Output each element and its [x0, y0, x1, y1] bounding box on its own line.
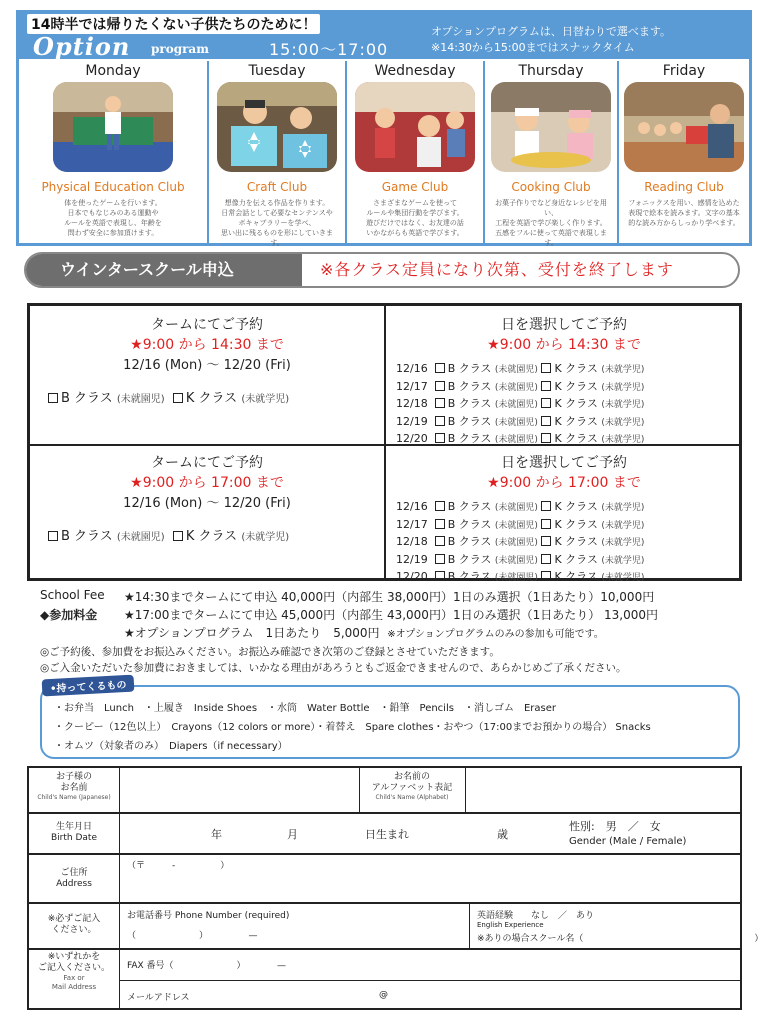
k-class-note: (未就学児): [601, 538, 645, 548]
time-range: ★9:00 から 17:00 まで: [487, 475, 641, 491]
k-class-checkbox[interactable]: [541, 519, 551, 529]
day-name: Wednesday: [374, 63, 456, 79]
b-class-checkbox[interactable]: [435, 519, 445, 529]
option-time: 15:00～17:00: [269, 40, 389, 59]
day-title: 日を選択してご予約: [501, 317, 627, 333]
b-class-note: (未就園児): [494, 520, 538, 531]
day-date: 12/18: [396, 535, 428, 548]
k-class-note: (未就学児): [601, 555, 645, 566]
option-tagline: 14時半では帰りたくない子供たちのために！: [27, 14, 320, 34]
term-booking-1430: [30, 314, 384, 406]
tuesday-photo: [217, 82, 337, 172]
booking-grid: [27, 303, 742, 581]
b-class-label: B クラス: [447, 517, 492, 531]
required-label: ※必ずご記入 ください。: [47, 914, 101, 935]
option-title: Option: [33, 32, 131, 61]
day-column-thursday: [485, 61, 619, 247]
b-class-note: (未就園児): [494, 365, 538, 375]
day-selection-row: [396, 516, 742, 534]
address-field[interactable]: （〒 - ）: [127, 861, 230, 871]
k-class-checkbox[interactable]: [173, 531, 183, 541]
day-date: 12/17: [396, 517, 428, 531]
b-class-note: (未就園児): [494, 503, 538, 513]
b-class-label: B クラス: [447, 552, 492, 566]
day-rows: [396, 498, 742, 586]
thursday-photo: [491, 82, 611, 172]
wednesday-photo: [355, 82, 475, 172]
child-name-label: お子様の お名前 Child's Name (Japanese): [37, 772, 111, 801]
date-range: 12/16 (Mon) ～ 12/20 (Fri): [123, 496, 291, 511]
bring-line-3: ・オムツ（対象者のみ） Diapers（if necessary）: [54, 741, 288, 752]
day-title: 日を選択してご予約: [501, 455, 627, 471]
k-class-label: K クラス: [554, 362, 598, 375]
k-class-checkbox[interactable]: [541, 433, 551, 443]
b-class-note: (未就園児): [494, 538, 538, 548]
b-class-note: (未就園児): [494, 435, 538, 445]
fee-line-option: ★オプションプログラム 1日あたり 5,000円 ※オプションプログラムのみの参加も可能です。: [124, 626, 604, 640]
fax-field[interactable]: FAX 番号（ ） —: [127, 961, 287, 971]
payment-note: ◎ご予約後、参加費をお振込みください。お振込み確認でき次第のご登録とさせていただきます。: [40, 646, 500, 658]
b-class-checkbox[interactable]: [435, 554, 445, 564]
b-class-checkbox[interactable]: [435, 433, 445, 443]
k-class-label: K クラス: [554, 397, 598, 410]
b-class-note: (未就園児): [494, 417, 538, 428]
k-class-checkbox[interactable]: [541, 416, 551, 426]
day-selection-row: [396, 568, 742, 586]
day-column-tuesday: [209, 61, 347, 247]
child-name-field[interactable]: [121, 770, 357, 810]
phone-label: お電話番号 Phone Number (required): [127, 911, 290, 921]
b-class-label: B クラス: [447, 414, 492, 428]
k-class-checkbox[interactable]: [541, 398, 551, 408]
day-selection-row: [396, 413, 742, 431]
b-class-label: B クラス: [447, 397, 492, 410]
term-booking-1700: [30, 452, 384, 544]
b-class-note: (未就園児): [494, 573, 538, 583]
fee-label-en: School Fee: [40, 588, 105, 602]
day-selection-row: [396, 533, 742, 551]
b-class-label: B クラス: [447, 362, 492, 375]
day-date: 12/20: [396, 432, 428, 445]
day-date: 12/16: [396, 362, 428, 375]
club-description: お菓子作りでなど身近なレシピを用い、 工程を英語で学び楽しく作ります。 五感をフルに使って英語で表現します。: [495, 199, 607, 247]
club-description: 体を使ったゲームを行います。 日本でもなじみのある運動や ルールを英語で表現し、年齢を 問わず安全に参加頂けます。: [64, 199, 162, 237]
b-class-checkbox[interactable]: [435, 363, 445, 373]
birth-date-label: 生年月日 Birth Date: [51, 822, 97, 843]
k-class-label: K クラス: [554, 432, 598, 445]
email-label: メールアドレス: [127, 993, 190, 1003]
day-selection-row: [396, 395, 742, 413]
b-class-note: (未就園児): [494, 555, 538, 566]
english-experience-en: English Experience: [477, 921, 544, 929]
k-class-note: (未就学児): [601, 417, 645, 428]
option-note: オプションプログラムは、日替わりで選べます。: [431, 25, 672, 38]
b-class-label: B クラス: [447, 432, 492, 445]
k-class-label: K クラス: [554, 517, 598, 531]
alpha-name-field[interactable]: [467, 770, 741, 810]
snack-time-note: ※14:30から15:00まではスナックタイム: [431, 41, 635, 54]
gender-label-en: Gender (Male / Female): [569, 836, 687, 847]
day-date: 12/18: [396, 397, 428, 410]
b-class-checkbox[interactable]: [435, 398, 445, 408]
day-selection-row: [396, 378, 742, 396]
k-class-note: (未就学児): [601, 382, 645, 393]
k-class-note: (未就学児): [601, 520, 645, 531]
club-description: さまざまなゲームを使って ルールや集団行動を学びます。 遊びだけではなく、お友達の話 いかながらも英語で学びます。: [366, 199, 464, 237]
class-options: B クラス (未就園児) K クラス (未就学児): [48, 387, 384, 406]
school-name-field[interactable]: ※ありの場合スクール名（ ）: [477, 934, 764, 944]
club-description: 想像力を伝える作品を作ります。 日常会話として必要なセンテンスや ボキャブラリーを学べ、 思い出に残るものを形にしていきます。: [221, 199, 333, 247]
k-class-label: K クラス: [554, 379, 598, 393]
club-description: フォニックスを用い、感情を込めた 表現で絵本を読みます。文字の基本 的な読み方からしっかり学べます。: [628, 199, 740, 227]
b-class-checkbox[interactable]: [48, 531, 58, 541]
term-title: タームにてご予約: [151, 317, 263, 333]
fee-line-1700: ★17:00までタームにて申込 45,000円（内部生 43,000円）1日のみ選択（1日あたり） 13,000円: [124, 608, 659, 622]
day-name: Friday: [662, 63, 706, 79]
day-selection-row: [396, 498, 742, 516]
day-column-monday: [19, 61, 209, 243]
k-class-note: (未就学児): [601, 503, 645, 513]
b-class-checkbox[interactable]: [435, 571, 445, 581]
day-date: 12/20: [396, 570, 428, 583]
day-name: Thursday: [518, 63, 584, 79]
b-class-checkbox[interactable]: [435, 381, 445, 391]
bring-line-1: ・お弁当 Lunch ・上履き Inside Shoes ・水筒 Water Bottle ・鉛筆 Pencils ・消しゴム Eraser: [54, 703, 556, 714]
phone-field[interactable]: （ ） —: [127, 931, 258, 941]
k-class-checkbox[interactable]: [173, 393, 183, 403]
fee-line-1430: ★14:30までタームにて申込 40,000円（内部生 38,000円）1日のみ選択（1日あたり）10,000円: [124, 590, 655, 604]
day-name: Monday: [85, 63, 141, 79]
term-title: タームにてご予約: [151, 455, 263, 471]
b-class-note: (未就園児): [494, 400, 538, 410]
bring-items-label: •持ってくるもの: [42, 675, 135, 697]
friday-photo: [624, 82, 744, 172]
k-class-checkbox[interactable]: [541, 571, 551, 581]
b-class-note: (未就園児): [494, 382, 538, 393]
k-class-note: (未就学児): [601, 573, 645, 583]
day-column-friday: [619, 61, 749, 243]
born-label: 日生まれ: [365, 828, 409, 841]
time-range: ★9:00 から 17:00 まで: [130, 475, 284, 491]
club-name: Physical Education Club: [41, 180, 185, 194]
capacity-notice: ※各クラス定員になり次第、受付を終了します: [320, 260, 674, 279]
time-range: ★9:00 から 14:30 まで: [487, 337, 641, 353]
day-name: Tuesday: [248, 63, 306, 79]
monday-photo: [53, 82, 173, 172]
day-booking-1700: [386, 452, 742, 586]
option-subtitle: program: [151, 42, 209, 56]
either-label: ※いずれかを ご記入ください。 Fax or Mail Address: [37, 952, 110, 991]
day-date: 12/19: [396, 414, 428, 428]
gender-label[interactable]: 性別: 男 ／ 女: [569, 820, 661, 833]
day-date: 12/19: [396, 552, 428, 566]
club-name: Reading Club: [644, 180, 724, 194]
k-class-note: (未就学児): [601, 365, 645, 375]
b-class-checkbox[interactable]: [435, 416, 445, 426]
club-name: Craft Club: [246, 180, 308, 194]
k-class-checkbox[interactable]: [541, 501, 551, 511]
k-class-checkbox[interactable]: [541, 363, 551, 373]
k-class-checkbox[interactable]: [541, 381, 551, 391]
winter-school-title: ウインタースクール申込: [26, 254, 302, 286]
age-label: 歳: [497, 828, 508, 841]
club-name: Cooking Club: [511, 180, 591, 194]
fee-label-jp: ◆参加料金: [40, 608, 98, 622]
date-range: 12/16 (Mon) ～ 12/20 (Fri): [123, 358, 291, 373]
day-selection-row: [396, 551, 742, 569]
k-class-label: K クラス: [554, 414, 598, 428]
k-class-label: K クラス: [554, 552, 598, 566]
b-class-checkbox[interactable]: [48, 393, 58, 403]
option-header: [19, 13, 749, 59]
k-class-checkbox[interactable]: [541, 554, 551, 564]
refund-note: ◎ご入金いただいた参加費におきましては、いかなる理由があろうともご返金できませんので、あらかじめご了承ください。: [40, 662, 627, 674]
b-class-label: B クラス: [447, 570, 492, 583]
month-label: 月: [287, 828, 298, 841]
day-rows: [396, 360, 742, 448]
b-class-label: B クラス: [447, 379, 492, 393]
at-symbol: @: [379, 990, 388, 1000]
email-field[interactable]: [229, 986, 729, 1006]
address-label: ご住所 Address: [56, 868, 92, 889]
option-program-panel: [16, 10, 752, 246]
k-class-note: (未就学児): [601, 400, 645, 410]
bring-line-2: ・クーピー（12色以上） Crayons（12 colors or more）・着替え Spare clothes・おやつ（17:00までお預かりの場合） Snacks: [54, 722, 651, 733]
day-selection-row: [396, 430, 742, 448]
day-column-wednesday: [347, 61, 485, 243]
day-date: 12/17: [396, 379, 428, 393]
year-label: 年: [211, 828, 222, 841]
birth-date-field[interactable]: [121, 814, 561, 852]
club-name: Game Club: [381, 180, 449, 194]
day-booking-1430: [386, 314, 742, 448]
k-class-checkbox[interactable]: [541, 536, 551, 546]
registration-form: [27, 766, 764, 1010]
k-class-label: K クラス: [554, 570, 598, 583]
day-date: 12/16: [396, 500, 428, 513]
english-experience[interactable]: 英語経験 なし ／ あり: [477, 911, 595, 921]
alpha-name-label: お名前の アルファベット表記 Child's Name (Alphabet): [371, 772, 453, 801]
class-options: B クラス (未就園児) K クラス (未就学児): [48, 525, 384, 544]
k-class-note: (未就学児): [601, 435, 645, 445]
bring-items-box: [40, 685, 740, 759]
b-class-label: B クラス: [447, 535, 492, 548]
time-range: ★9:00 から 14:30 まで: [130, 337, 284, 353]
b-class-checkbox[interactable]: [435, 536, 445, 546]
b-class-checkbox[interactable]: [435, 501, 445, 511]
k-class-label: K クラス: [554, 535, 598, 548]
winter-school-bar: [24, 252, 740, 288]
b-class-label: B クラス: [447, 500, 492, 513]
day-selection-row: [396, 360, 742, 378]
k-class-label: K クラス: [554, 500, 598, 513]
